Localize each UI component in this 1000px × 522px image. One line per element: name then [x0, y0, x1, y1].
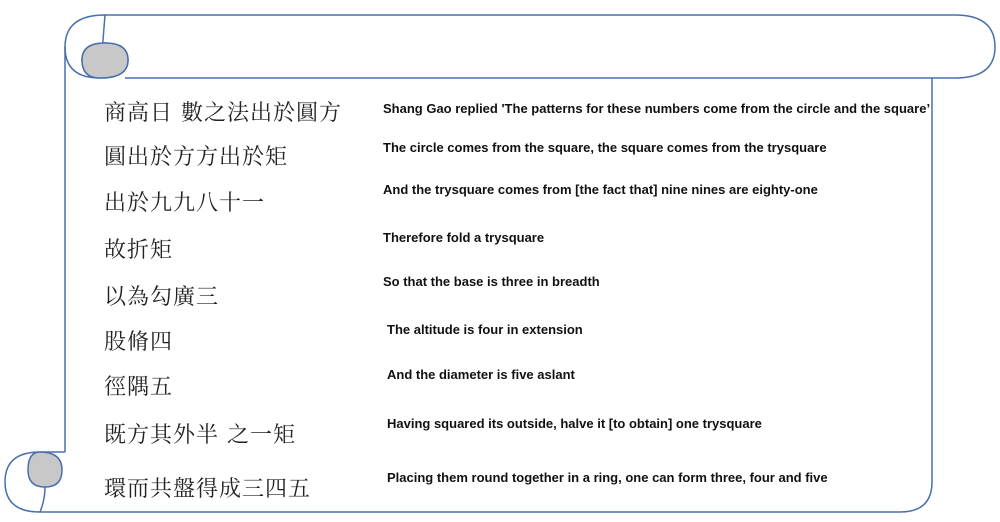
- chinese-text: 環而共盤得成三四五: [104, 477, 312, 502]
- text-line: [0, 140, 1000, 180]
- text-line: [0, 322, 1000, 365]
- chinese-text: 既方其外半 之一矩: [104, 423, 296, 448]
- chinese-text: 商高日 數之法出於圓方: [104, 101, 342, 126]
- english-translation: Placing them round together in a ring, one can form three, four and five: [387, 470, 828, 485]
- english-translation: Therefore fold a trysquare: [383, 230, 545, 245]
- english-translation: The altitude is four in extension: [387, 322, 583, 337]
- text-line: [0, 418, 1000, 458]
- english-translation: So that the base is three in breadth: [383, 274, 600, 289]
- text-line: [0, 274, 1000, 320]
- chinese-text: 以為勾廣三: [104, 285, 220, 310]
- chinese-text: 徑隅五: [104, 375, 174, 400]
- text-line: [0, 96, 1000, 136]
- text-line: [0, 367, 1000, 410]
- text-line: [0, 230, 1000, 273]
- chinese-text: 股脩四: [104, 330, 174, 355]
- text-line: [0, 182, 1000, 226]
- english-translation: Shang Gao replied 'The patterns for these numbers come from the circle and the square’: [383, 101, 931, 116]
- english-translation: The circle comes from the square, the square comes from the trysquare: [383, 140, 827, 155]
- chinese-text: 故折矩: [104, 238, 174, 263]
- chinese-text: 圓出於方方出於矩: [104, 145, 289, 170]
- english-translation: And the diameter is five aslant: [387, 367, 575, 382]
- chinese-text: 出於九九八十一: [104, 191, 266, 216]
- top-scroll-roll: [105, 15, 995, 78]
- english-translation: Having squared its outside, halve it [to obtain] one trysquare: [387, 416, 762, 431]
- english-translation: And the trysquare comes from [the fact that] nine nines are eighty-one: [383, 182, 818, 197]
- top-left-curl-shade: [82, 43, 128, 78]
- text-line: [0, 472, 1000, 512]
